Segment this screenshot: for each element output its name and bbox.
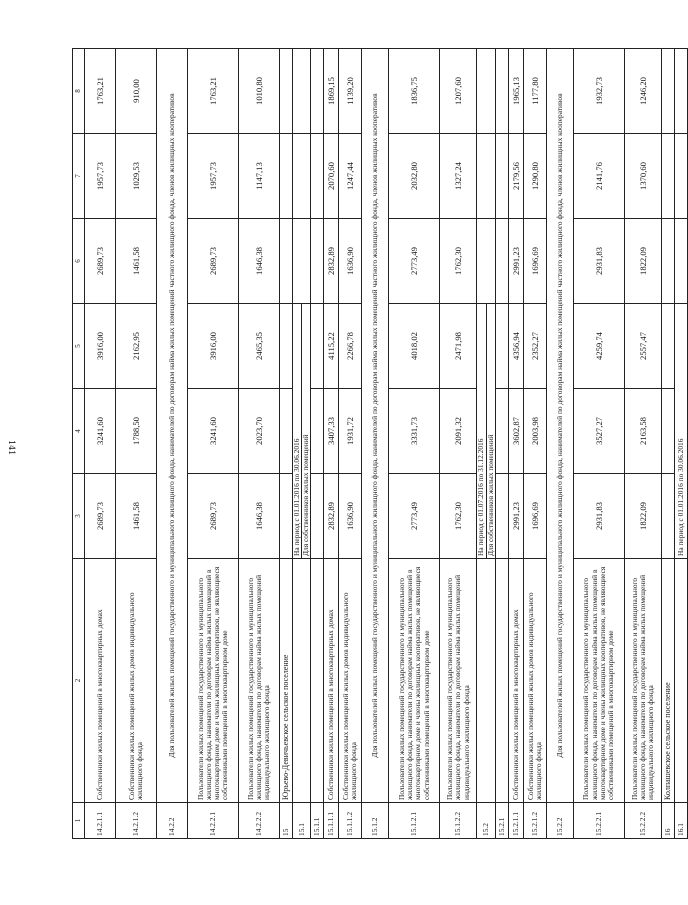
empty-cell [311, 134, 324, 219]
empty-cell [661, 474, 674, 559]
empty-cell [311, 304, 324, 389]
value-cell: 2773,49 [389, 474, 440, 559]
row-code: 14.2.1.1 [85, 803, 116, 839]
period-label: На период с 01.07.2016 по 31.12.2016 [476, 438, 486, 556]
row-code: 15.2.2 [546, 803, 573, 839]
empty-cell [477, 559, 495, 803]
empty-cell [293, 49, 311, 134]
value-cell: 1646,38 [239, 474, 280, 559]
value-cell: 2832,89 [324, 219, 339, 304]
value-cell: 1207,60 [440, 49, 477, 134]
value-cell: 2465,35 [239, 304, 280, 389]
value-cell: 2163,58 [624, 389, 661, 474]
empty-cell [661, 304, 674, 389]
value-cell: 1869,15 [324, 49, 339, 134]
table-row [324, 49, 339, 839]
empty-cell [495, 134, 508, 219]
table-row [339, 49, 362, 839]
value-cell: 2832,89 [324, 474, 339, 559]
value-cell: 1932,73 [573, 49, 624, 134]
empty-cell [293, 219, 311, 304]
row-code: 15 [280, 803, 293, 839]
tariff-table [72, 48, 688, 839]
empty-cell [674, 49, 687, 134]
empty-cell [311, 219, 324, 304]
row-name: Пользователи жилых помещений государственного и муниципального жилищного фонда, наниматели по договорам найма жилых помещений индивидуального жилищного фонда [624, 559, 661, 803]
rotated-page [72, 49, 685, 839]
empty-cell [495, 389, 508, 474]
value-cell: 1636,90 [339, 474, 362, 559]
table-row [188, 49, 239, 839]
row-code: 16.1 [674, 803, 687, 839]
value-cell: 1246,20 [624, 49, 661, 134]
value-cell: 1029,53 [116, 134, 157, 219]
empty-cell [495, 49, 508, 134]
value-cell: 2179,56 [508, 134, 523, 219]
header-cell: 6 [73, 219, 85, 304]
value-cell: 2773,49 [389, 219, 440, 304]
section-row [280, 49, 293, 839]
value-cell: 2931,83 [573, 219, 624, 304]
value-cell: 2352,27 [523, 304, 546, 389]
value-cell: 3241,60 [85, 389, 116, 474]
group-row [157, 49, 188, 839]
value-cell: 2931,83 [573, 474, 624, 559]
empty-cell [495, 304, 508, 389]
value-cell: 3241,60 [188, 389, 239, 474]
row-name: Собственники жилых помещений в многоквартирных домах [324, 559, 339, 803]
value-cell: 1177,80 [523, 49, 546, 134]
row-code: 15.2.2.2 [624, 803, 661, 839]
period-sublabel: Для собственников жилых помещений [301, 304, 310, 558]
header-cell: 3 [73, 474, 85, 559]
header-cell: 4 [73, 389, 85, 474]
empty-cell [311, 559, 324, 803]
table-row [573, 49, 624, 839]
value-cell: 2689,73 [85, 219, 116, 304]
value-cell: 1822,09 [624, 219, 661, 304]
table-row [389, 49, 440, 839]
table-row [523, 49, 546, 839]
value-cell: 1762,30 [440, 219, 477, 304]
value-cell: 2266,78 [339, 304, 362, 389]
value-cell: 1957,73 [188, 134, 239, 219]
period-label: На период с 01.01.2016 по 30.06.2016 [292, 438, 301, 556]
value-cell: 1763,21 [85, 49, 116, 134]
row-code: 15.1 [293, 803, 311, 839]
row-code: 14.2.2.1 [188, 803, 239, 839]
period-cell [477, 304, 495, 559]
row-name: Пользователи жилых помещений государственного и муниципального жилищного фонда, наниматели по договорам найма жилых помещений индивидуального жилищного фонда [239, 559, 280, 803]
empty-cell [311, 474, 324, 559]
group-heading: Для пользователей жилых помещений государственного и муниципального жилищного фонда, нанимателей по договорам найма жилых помещений частного жилищного фонда, членов жилищных кооперативов [157, 49, 188, 803]
group-row [495, 49, 508, 839]
header-cell: 2 [73, 559, 85, 803]
row-name: Пользователи жилых помещений государственного и муниципального жилищного фонда, наниматели по договорам найма жилых помещений в многоквартирном доме и члены жилищных кооперативов, не являющиеся собственниками помещений в многоквартирном доме [573, 559, 624, 803]
value-cell: 2991,23 [508, 474, 523, 559]
row-code: 16 [661, 803, 674, 839]
group-row [546, 49, 573, 839]
period-row [674, 49, 687, 839]
row-name: Собственники жилых помещений в многоквартирных домах [85, 559, 116, 803]
empty-cell [477, 134, 495, 219]
empty-cell [661, 49, 674, 134]
value-cell: 1327,24 [440, 134, 477, 219]
row-code: 14.2.2.2 [239, 803, 280, 839]
row-code: 15.1.1.2 [339, 803, 362, 839]
section-row [661, 49, 674, 839]
row-code: 15.1.1.1 [324, 803, 339, 839]
value-cell: 3916,00 [85, 304, 116, 389]
value-cell: 4356,94 [508, 304, 523, 389]
value-cell: 1696,69 [523, 219, 546, 304]
table-row [624, 49, 661, 839]
value-cell: 1696,69 [523, 474, 546, 559]
value-cell: 3527,27 [573, 389, 624, 474]
value-cell: 1370,60 [624, 134, 661, 219]
table-row [85, 49, 116, 839]
group-heading: Для пользователей жилых помещений государственного и муниципального жилищного фонда, нанимателей по договорам найма жилых помещений частного жилищного фонда, членов жилищных кооперативов [546, 49, 573, 803]
empty-cell [674, 219, 687, 304]
value-cell: 1957,73 [85, 134, 116, 219]
header-cell: 8 [73, 49, 85, 134]
empty-cell [674, 134, 687, 219]
value-cell: 2091,32 [440, 389, 477, 474]
empty-cell [661, 389, 674, 474]
row-name: Собственники жилых помещений жилых домов индивидуального жилищного фонда [116, 559, 157, 803]
value-cell: 2689,73 [188, 474, 239, 559]
value-cell: 1461,58 [116, 474, 157, 559]
value-cell: 2471,98 [440, 304, 477, 389]
empty-cell [661, 219, 674, 304]
value-cell: 1822,09 [624, 474, 661, 559]
value-cell: 1461,58 [116, 219, 157, 304]
row-code: 15.2 [477, 803, 495, 839]
header-cell: 1 [73, 803, 85, 839]
value-cell: 1010,80 [239, 49, 280, 134]
value-cell: 3407,33 [324, 389, 339, 474]
empty-cell [280, 134, 293, 219]
row-name: Собственники жилых помещений в многоквартирных домах [508, 559, 523, 803]
empty-cell [293, 134, 311, 219]
value-cell: 4018,02 [389, 304, 440, 389]
row-code: 15.1.2 [362, 803, 389, 839]
value-cell: 4259,74 [573, 304, 624, 389]
group-heading: Для пользователей жилых помещений государственного и муниципального жилищного фонда, нанимателей по договорам найма жилых помещений частного жилищного фонда, членов жилищных кооперативов [362, 49, 389, 803]
value-cell: 1636,90 [339, 219, 362, 304]
table-row [116, 49, 157, 839]
header-row [73, 49, 85, 839]
value-cell: 2689,73 [188, 219, 239, 304]
value-cell: 1788,50 [116, 389, 157, 474]
row-code: 14.2.1.2 [116, 803, 157, 839]
value-cell: 1290,80 [523, 134, 546, 219]
value-cell: 2003,98 [523, 389, 546, 474]
header-cell: 7 [73, 134, 85, 219]
empty-cell [280, 389, 293, 474]
period-row [477, 49, 495, 839]
empty-cell [280, 49, 293, 134]
value-cell: 1762,30 [440, 474, 477, 559]
value-cell: 2070,60 [324, 134, 339, 219]
value-cell: 3331,73 [389, 389, 440, 474]
empty-cell [477, 49, 495, 134]
row-name: Пользователи жилых помещений государственного и муниципального жилищного фонда, наниматели по договорам найма жилых помещений в многоквартирном доме и члены жилищных кооперативов, не являющиеся собственниками помещений в многоквартирном доме [188, 559, 239, 803]
empty-cell [495, 474, 508, 559]
empty-cell [280, 304, 293, 389]
value-cell: 1836,75 [389, 49, 440, 134]
empty-cell [661, 134, 674, 219]
period-sublabel: Для собственников жилых помещений [486, 304, 495, 558]
table-row [440, 49, 477, 839]
value-cell: 1965,13 [508, 49, 523, 134]
empty-cell [311, 389, 324, 474]
value-cell: 2141,76 [573, 134, 624, 219]
value-cell: 2991,23 [508, 219, 523, 304]
value-cell: 3916,00 [188, 304, 239, 389]
row-code: 15.2.1.2 [523, 803, 546, 839]
empty-cell [674, 559, 687, 803]
page-number: 141 [7, 440, 16, 456]
row-name: Пользователи жилых помещений государственного и муниципального жилищного фонда, наниматели по договорам найма жилых помещений индивидуального жилищного фонда [440, 559, 477, 803]
row-code: 15.2.2.1 [573, 803, 624, 839]
period-label: На период с 01.01.2016 по 30.06.2016 [674, 304, 687, 559]
empty-cell [280, 474, 293, 559]
header-cell: 5 [73, 304, 85, 389]
value-cell: 2689,73 [85, 474, 116, 559]
row-code: 15.1.1 [311, 803, 324, 839]
row-code: 15.1.2.2 [440, 803, 477, 839]
row-name: Собственники жилых помещений жилых домов индивидуального жилищного фонда [523, 559, 546, 803]
value-cell: 1147,13 [239, 134, 280, 219]
empty-cell [311, 49, 324, 134]
value-cell: 1247,44 [339, 134, 362, 219]
table-row [239, 49, 280, 839]
value-cell: 1646,38 [239, 219, 280, 304]
empty-cell [293, 559, 311, 803]
row-code: 14.2.2 [157, 803, 188, 839]
value-cell: 3602,87 [508, 389, 523, 474]
empty-cell [477, 219, 495, 304]
period-row [293, 49, 311, 839]
value-cell: 2162,95 [116, 304, 157, 389]
row-code: 15.1.2.1 [389, 803, 440, 839]
row-code: 15.2.1.1 [508, 803, 523, 839]
value-cell: 1763,21 [188, 49, 239, 134]
value-cell: 4115,22 [324, 304, 339, 389]
empty-cell [495, 219, 508, 304]
table-row [508, 49, 523, 839]
row-name: Собственники жилых помещений жилых домов индивидуального жилищного фонда [339, 559, 362, 803]
empty-cell [495, 559, 508, 803]
row-code: 15.2.1 [495, 803, 508, 839]
value-cell: 2557,47 [624, 304, 661, 389]
empty-cell [280, 219, 293, 304]
section-title: Колпашевское сельское поселение [661, 559, 674, 803]
value-cell: 910,00 [116, 49, 157, 134]
value-cell: 1139,20 [339, 49, 362, 134]
value-cell: 2023,70 [239, 389, 280, 474]
value-cell: 1931,72 [339, 389, 362, 474]
group-row [362, 49, 389, 839]
group-row [311, 49, 324, 839]
value-cell: 2032,80 [389, 134, 440, 219]
section-title: Юрьево-Девичьевское сельское поселение [280, 559, 293, 803]
row-name: Пользователи жилых помещений государственного и муниципального жилищного фонда, наниматели по договорам найма жилых помещений в многоквартирном доме и члены жилищных кооперативов, не являющиеся собственниками помещений в многоквартирном доме [389, 559, 440, 803]
period-cell [293, 304, 311, 559]
